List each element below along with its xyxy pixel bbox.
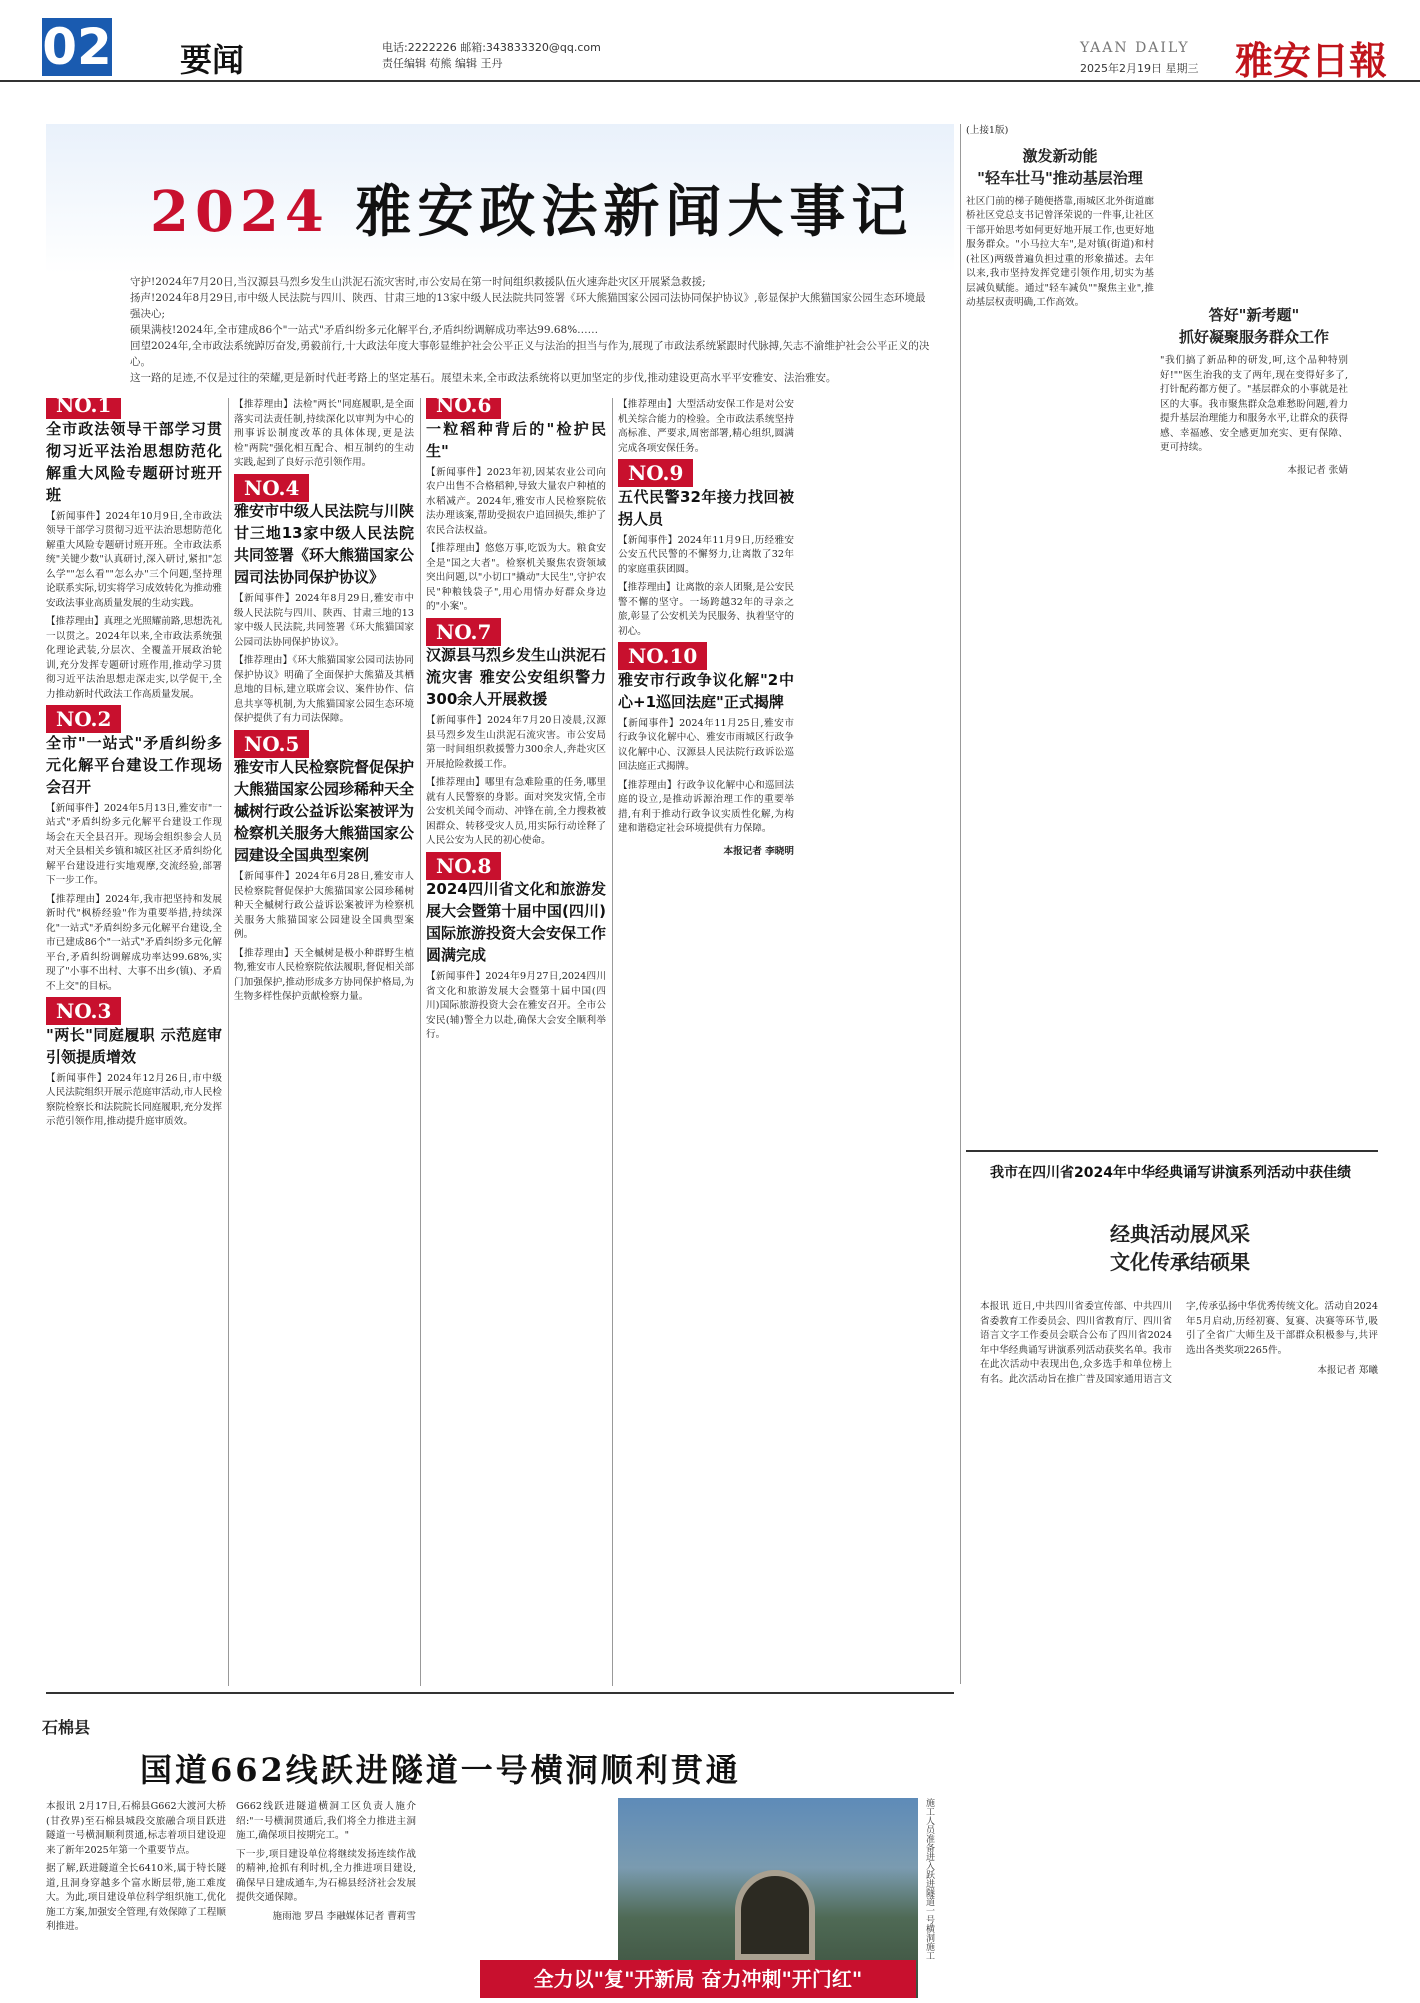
feature-year: 2024 [150, 179, 330, 245]
right-section2-body: "我们搞了新品种的研发,呵,这个品种特别好!""医生治我的支了两年,现在变得好多了,打针配药都方便了。"基层群众的小事就是社区的大事。我市聚焦群众急难愁盼问题,着力提升基层治理能力和服务水平,让群众的获得感、幸福感、安全感更加充实、更有保障、更可持续。 [1160, 355, 1348, 453]
right-bottom-title: 经典活动展风采 文化传承结硕果 [1110, 1222, 1250, 1274]
editor-line: 责任编辑 苟熊 编辑 王丹 [382, 57, 503, 70]
intro-paragraph: 硕果满枝!2024年,全市建成86个"一站式"矛盾纠纷多元化解平台,矛盾纠纷调解成功率达99.68%…… [130, 324, 599, 336]
tunnel-byline: 施雨池 罗昌 李融媒体记者 曹莉雪 [272, 1910, 416, 1922]
item-title: 2024四川省文化和旅游发展大会暨第十届中国(四川)国际旅游投资大会安保工作圆满完成 [426, 880, 606, 964]
right-bottom-kicker: 我市在四川省2024年中华经典诵写讲演系列活动中获佳绩 [990, 1165, 1351, 1181]
intro-paragraph: 回望2024年,全市政法系统踔厉奋发,勇毅前行,十大政法年度大事彰显维护社会公平正义与法治的担当与作为,展现了市政法系统紧跟时代脉搏,矢志不渝维护社会公平正义的决心。 [130, 340, 930, 368]
feature-title [150, 168, 913, 248]
item-number: NO.1 [46, 398, 121, 419]
right-bottom-body [980, 1300, 1378, 1990]
tunnel-col-1 [46, 1800, 226, 1990]
right-section1-body: 社区门前的梯子随便搭靠,雨城区北外街道廊桥社区党总支书记曾泽荣说的一件事,让社区干部开始思考如何更好地开展工作,也更好地服务群众。"小马拉大车",是对镇(街道)和村(社区)两级普遍负担过重的形象描述。去年以来,我市坚持发挥党建引领作用,切实为基层减负赋能。通过"轻车减负""聚焦主业",推动基层权责明确,工作高效。 [966, 195, 1154, 308]
item-block [46, 999, 222, 1130]
tunnel-entrance-graphic [735, 1870, 815, 1960]
right-section2-title: 答好"新考题" 抓好凝聚服务群众工作 [1178, 306, 1329, 346]
feature-column-3 [426, 398, 606, 1686]
item-block [618, 644, 794, 837]
item-title: 一粒稻种背后的"检护民生" [426, 419, 606, 460]
newspaper-logo: 雅安日報 [1235, 38, 1388, 83]
item-number: NO.10 [618, 642, 707, 670]
column-divider [612, 398, 613, 1686]
item-reason: 【推荐理由】悠悠万事,吃饭为大。粮食安全是"国之大者"。检察机关聚焦农资领域突出问题,以"小切口"撬动"大民生",守护农民"种粮钱袋子",用心用情办好群众身边的"小案"。 [426, 543, 606, 612]
item-reason: 【推荐理由】2024年,我市把坚持和发展新时代"枫桥经验"作为重要举措,持续深化"一站式"矛盾纠纷多元化解平台建设,全市已建成86个"一站式"矛盾纠纷多元化解平台,矛盾纠纷调解成功率达99.68%,实现了"小事不出村、大事不出乡(镇)、矛盾不上交"的目标。 [46, 893, 222, 992]
section-rule [46, 1692, 954, 1694]
item-number: NO.5 [234, 730, 309, 758]
page-number: 02 [42, 18, 112, 76]
tunnel-paragraph: 据了解,跃进隧道全长6410米,属于特长隧道,且洞身穿越多个富水断层带,施工难度大。为此,项目建设单位科学组织施工,优化施工方案,加强安全管理,有效保障了工程顺利推进。 [46, 1863, 226, 1932]
intro-paragraph: 守护!2024年7月20日,当汉源县马烈乡发生山洪泥石流灾害时,市公安局在第一时间组织救援队伍火速奔赴灾区开展紧急救援; [130, 276, 706, 288]
item-title: 全市政法领导干部学习贯彻习近平法治思想防范化解重大风险专题研讨班开班 [46, 419, 222, 504]
item-reason: 【推荐理由】行政争议化解中心和巡回法庭的设立,是推动诉源治理工作的重要举措,有利于推动行政争议实质性化解,为构建和谐稳定社会环境提供有力保障。 [618, 779, 794, 834]
tunnel-paragraph: G662线跃进隧道横洞工区负责人施介绍:"一号横洞贯通后,我们将全力推进主洞施工,确保项目按期完工。" [236, 1801, 416, 1841]
item-title: 雅安市人民检察院督促保护大熊猫国家公园珍稀种天全槭树行政公益诉讼案被评为检察机关服务大熊猫国家公园建设全国典型案例 [234, 758, 414, 864]
feature-column-4 [618, 398, 794, 1686]
right-bottom-byline: 本报记者 郑曦 [1317, 1365, 1378, 1376]
slogan-banner: 全力以"复"开新局 奋力冲刺"开门红" [480, 1960, 916, 1998]
feature-title-text: 雅安政法新闻大事记 [355, 179, 914, 245]
column-divider [420, 398, 421, 1686]
feature-intro [130, 274, 930, 386]
item-reason: 【推荐理由】让离散的亲人团聚,是公安民警不懈的坚守。一场跨越32年的寻亲之旅,彰显了公安机关为民服务、执着坚守的初心。 [618, 582, 794, 637]
item-block [426, 853, 606, 1043]
intro-paragraph: 扬声!2024年8月29日,市中级人民法院与四川、陕西、甘肃三地的13家中级人民法院共同签署《环大熊猫国家公园司法协同保护协议》,彰显保护大熊猫国家公园生态环境最强决心; [130, 292, 926, 320]
item-number: NO.3 [46, 997, 121, 1025]
right-bottom-paragraph: 本报讯 近日,中共四川省委宣传部、中共四川省委教育工作委员会、四川省教育厅、四川省语言文字工作委员会联合公布了四川省2024年中华经典诵写讲演系列活动获奖名单。我市在此次活动中表现出色,众多选手和单位榜上有名。此次活动旨在推广普及国家通用语言文字,传承弘扬中华优秀传统文化。活动自2024年5月启动,历经初赛、复赛、决赛等环节,吸引了全省广大师生及干部群众积极参与,共评选出各类奖项2265件。 [980, 1301, 1378, 1385]
item-number: NO.6 [426, 398, 501, 419]
item-event: 【新闻事件】2024年6月28日,雅安市人民检察院督促保护大熊猫国家公园珍稀树种天全槭树行政公益诉讼案被评为检察机关服务大熊猫国家公园建设全国典型案例。 [234, 871, 414, 940]
item-reason: 【推荐理由】大型活动安保工作是对公安机关综合能力的检验。全市政法系统坚持高标准、严要求,周密部署,精心组织,圆满完成各项安保任务。 [618, 399, 794, 454]
item-event: 【新闻事件】2023年初,因某农业公司向农户出售不合格稻种,导致大量农户种植的水稻减产。2024年,雅安市人民检察院依法办理该案,帮助受损农户追回损失,维护了农民合法权益。 [426, 466, 606, 536]
right-top-byline: 本报记者 张婧 [1287, 464, 1348, 476]
item-event: 【新闻事件】2024年7月20日凌晨,汉源县马烈乡发生山洪泥石流灾害。市公安局第一时间组织救援警力300余人,奔赴灾区开展抢险救援工作。 [426, 715, 606, 770]
item-number: NO.2 [46, 705, 121, 733]
section-name: 要闻 [180, 41, 245, 79]
brand-english: YAAN DAILY [1080, 40, 1190, 56]
item-block [234, 731, 414, 1005]
item-block [426, 398, 606, 615]
intro-paragraph: 这一路的足迹,不仅是过往的荣耀,更是新时代赶考路上的坚定基石。展望未来,全市政法系统将以更加坚定的步伐,推动建设更高水平平安雅安、法治雅安。 [130, 372, 837, 384]
section-rule [966, 1150, 1378, 1152]
item-event: 【新闻事件】2024年11月9日,历经雅安公安五代民警的不懈努力,让离散了32年的家庭重获团圆。 [618, 534, 794, 575]
item-title: 五代民警32年接力找回被拐人员 [618, 487, 794, 528]
item-number: NO.8 [426, 852, 501, 880]
item-block [46, 707, 222, 994]
issue-date: 2025年2月19日 星期三 [1080, 62, 1199, 75]
item-title: 雅安市中级人民法院与川陕甘三地13家中级人民法院共同签署《环大熊猫国家公园司法协同保护协议》 [234, 502, 414, 586]
item-reason: 【推荐理由】法检"两长"同庭履职,是全面落实司法责任制,持续深化以审判为中心的刑事诉讼制度改革的具体体现,更是法检"两院"强化相互配合、相互制约的生动实践,起到了良好示范引领作用。 [234, 399, 414, 468]
column-divider [960, 124, 961, 1684]
feature-column-2 [234, 398, 414, 1686]
continued-label: (上接1版) [966, 125, 1009, 136]
item-title: 汉源县马烈乡发生山洪泥石流灾害 雅安公安组织警力300余人开展救援 [426, 646, 606, 708]
item-reason: 【推荐理由】哪里有急难险重的任务,哪里就有人民警察的身影。面对突发灾情,全市公安机关闻令而动、冲锋在前,全力搜救被困群众、转移受灾人员,用实际行动诠释了人民公安为人民的初心使命。 [426, 777, 606, 846]
item-reason: 【推荐理由】真理之光照耀前路,思想洗礼一以贯之。2024年以来,全市政法系统强化理论武装,分层次、全覆盖开展政治轮训,充分发挥专题研讨班作用,推动学习贯彻习近平法治思想走深走实,以学促干,全力推动新时代政法工作高质量发展。 [46, 616, 222, 700]
column-divider [228, 398, 229, 1686]
tunnel-paragraph: 下一步,项目建设单位将继续发扬连续作战的精神,抢抓有利时机,全力推进项目建设,确保早日建成通车,为石棉县经济社会发展提供交通保障。 [236, 1848, 416, 1903]
item-number: NO.7 [426, 618, 501, 646]
item-event: 【新闻事件】2024年12月26日,市中级人民法院组织开展示范庭审活动,市人民检察院检察长和法院院长同庭履职,充分发挥示范引领作用,推动提升庭审质效。 [46, 1072, 222, 1127]
feature-byline: 本报记者 李晓明 [723, 845, 794, 857]
phone-email: 电话:2222226 邮箱:343833320@qq.com [382, 41, 601, 54]
feature-column-1 [46, 398, 222, 1686]
item-event: 【新闻事件】2024年9月27日,2024四川省文化和旅游发展大会暨第十届中国(四川)国际旅游投资大会在雅安召开。全市公安民(辅)警全力以赴,确保大会安全顺利举行。 [426, 971, 606, 1040]
item-number: NO.9 [618, 459, 693, 487]
item-title: "两长"同庭履职 示范庭审引领提质增效 [46, 1025, 222, 1066]
item-block [46, 398, 222, 702]
item-event: 【新闻事件】2024年10月9日,全市政法领导干部学习贯彻习近平法治思想防范化解重大风险专题研讨班开班。全市政法系统"关键少数"认真研讨,深入研讨,紧扣"怎么学""怎么看""怎么办"三个问题,坚持理论联系实际,切实将学习成效转化为推动雅安政法事业高质量发展的生动实践。 [46, 510, 222, 609]
item-event: 【新闻事件】2024年5月13日,雅安市"一站式"矛盾纠纷多元化解平台建设工作现场会在天全县召开。现场会组织参会人员对天全县相关乡镇和城区社区矛盾纠纷化解平台建设进行实地观摩,交流经验,部署下一步工作。 [46, 802, 222, 886]
item-number: NO.4 [234, 474, 309, 502]
tunnel-paragraph: 本报讯 2月17日,石棉县G662大渡河大桥(甘孜界)至石棉县城段交旅融合项目跃进隧道一号横洞顺利贯通,标志着项目建设迎来了新年2025年第一个重要节点。 [46, 1801, 226, 1856]
right-section1-title: 激发新动能 "轻车壮马"推动基层治理 [977, 146, 1143, 187]
right-article-col-2 [1160, 124, 1348, 1144]
item-title: 全市"一站式"矛盾纠纷多元化解平台建设工作现场会召开 [46, 733, 222, 796]
item-block [426, 619, 606, 849]
item-event: 【新闻事件】2024年8月29日,雅安市中级人民法院与四川、陕西、甘肃三地的13家中级人民法院,共同签署《环大熊猫国家公园司法协同保护协议》。 [234, 593, 414, 648]
tunnel-col-2 [236, 1800, 416, 1990]
item-reason: 【推荐理由】天全槭树是极小种群野生植物,雅安市人民检察院依法履职,督促相关部门加强保护,推动形成多方协同保护格局,为生物多样性保护贡献检察力量。 [234, 947, 414, 1002]
county-label: 石棉县 [42, 1718, 91, 1737]
photo-caption: 施工人员准备进入跃进隧道一号横洞施工 [924, 1798, 934, 1960]
item-event: 【新闻事件】2024年11月25日,雅安市行政争议化解中心、雅安市雨城区行政争议化解中心、汉源县人民法院行政诉讼巡回法庭正式揭牌。 [618, 717, 794, 772]
item-block [234, 475, 414, 727]
item-block [618, 461, 794, 639]
right-article-col-1 [966, 124, 1154, 1144]
item-reason: 【推荐理由】《环大熊猫国家公园司法协同保护协议》明确了全面保护大熊猫及其栖息地的目标,建立联席会议、案件协作、信息共享等机制,为大熊猫国家公园生态环境保护提供了有力司法保障。 [234, 655, 414, 724]
item-title: 雅安市行政争议化解"2中心+1巡回法庭"正式揭牌 [618, 670, 794, 711]
contact-info [382, 40, 601, 72]
tunnel-article-title: 国道662线跃进隧道一号横洞顺利贯通 [140, 1751, 741, 1789]
